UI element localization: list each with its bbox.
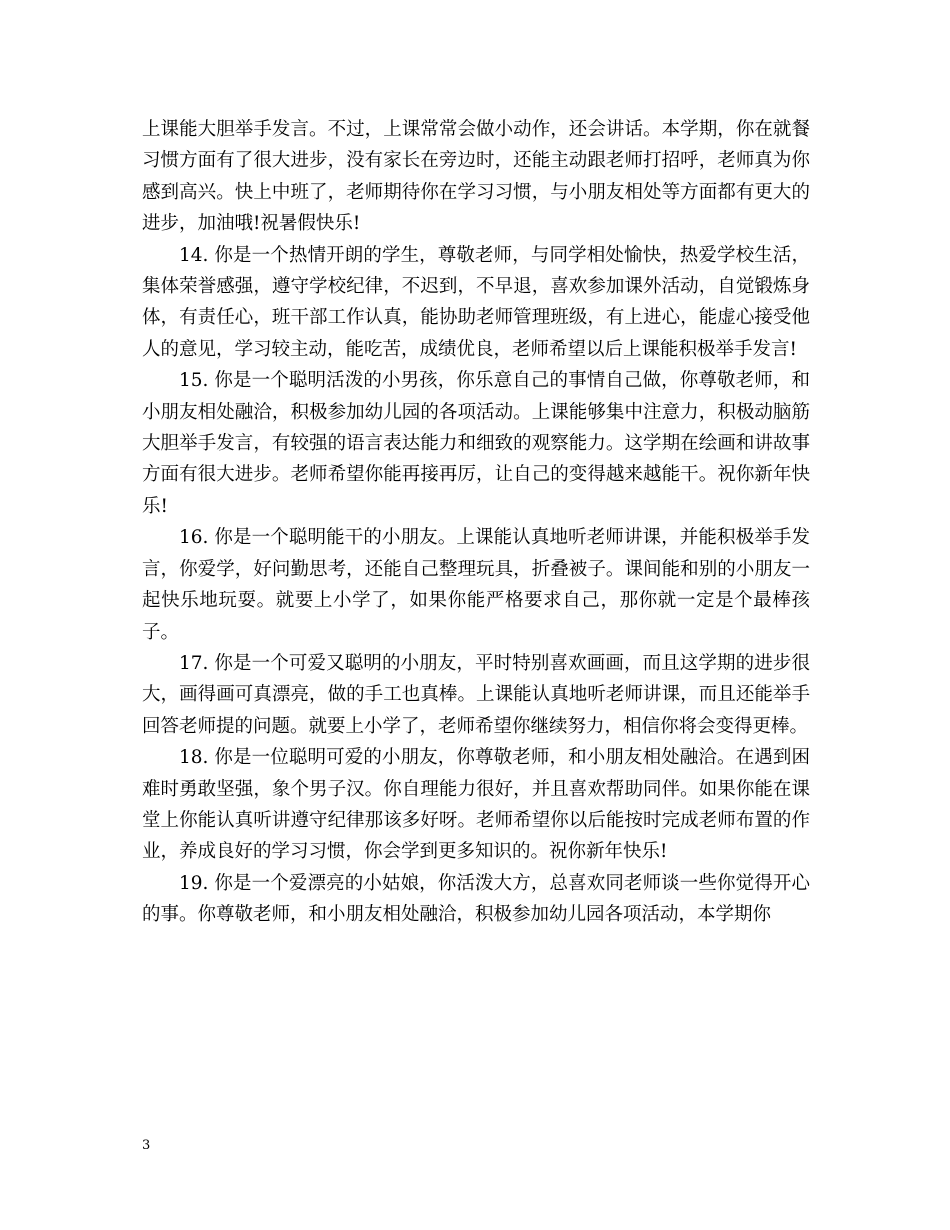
paragraph-continued: 上课能大胆举手发言。不过，上课常常会做小动作，还会讲话。本学期，你在就餐习惯方面有了很大进步，没有家长在旁边时，还能主动跟老师打招呼，老师真为你感到高兴。快上中班了，老师期待你在学习习惯，与小朋友相处等方面都有更大的进步，加油哦!祝暑假快乐! — [142, 119, 810, 235]
paragraph-17: 17. 你是一个可爱又聪明的小朋友，平时特别喜欢画画，而且这学期的进步很大，画得画可真漂亮，做的手工也真棒。上课能认真地听老师讲课，而且还能举手回答老师提的问题。就要上小学了，老师希望你继续努力，相信你将会变得更棒。 — [142, 652, 810, 737]
paragraph-18: 18. 你是一位聪明可爱的小朋友，你尊敬老师，和小朋友相处融洽。在遇到困难时勇敢坚强，象个男子汉。你自理能力很好，并且喜欢帮助同伴。如果你能在课堂上你能认真听讲遵守纪律那该多好呀。老师希望你以后能按时完成老师布置的作业，养成良好的学习习惯，你会学到更多知识的。祝你新年快乐! — [142, 747, 810, 863]
paragraph-16: 16. 你是一个聪明能干的小朋友。上课能认真地听老师讲课，并能积极举手发言，你爱学，好问勤思考，还能自己整理玩具，折叠被子。课间能和别的小朋友一起快乐地玩耍。就要上小学了，如果你能严格要求自己，那你就一定是个最棒孩子。 — [142, 527, 810, 643]
page-number: 3 — [142, 1138, 151, 1153]
body-text — [142, 114, 810, 931]
paragraph-19: 19. 你是一个爱漂亮的小姑娘，你活泼大方，总喜欢同老师谈一些你觉得开心的事。你尊敬老师，和小朋友相处融洽，积极参加幼儿园各项活动，本学期你 — [142, 872, 810, 926]
paragraph-14: 14. 你是一个热情开朗的学生，尊敬老师，与同学相处愉快，热爱学校生活，集体荣誉感强，遵守学校纪律，不迟到，不早退，喜欢参加课外活动，自觉锻炼身体，有责任心，班干部工作认真，能协助老师管理班级，有上进心，能虚心接受他人的意见，学习较主动，能吃苦，成绩优良，老师希望以后上课能积极举手发言! — [142, 244, 810, 360]
paragraph-15: 15. 你是一个聪明活泼的小男孩，你乐意自己的事情自己做，你尊敬老师，和小朋友相处融洽，积极参加幼儿园的各项活动。上课能够集中注意力，积极动脑筋大胆举手发言，有较强的语言表达能力和细致的观察能力。这学期在绘画和讲故事方面有很大进步。老师希望你能再接再厉，让自己的变得越来越能干。祝你新年快乐! — [142, 370, 810, 517]
